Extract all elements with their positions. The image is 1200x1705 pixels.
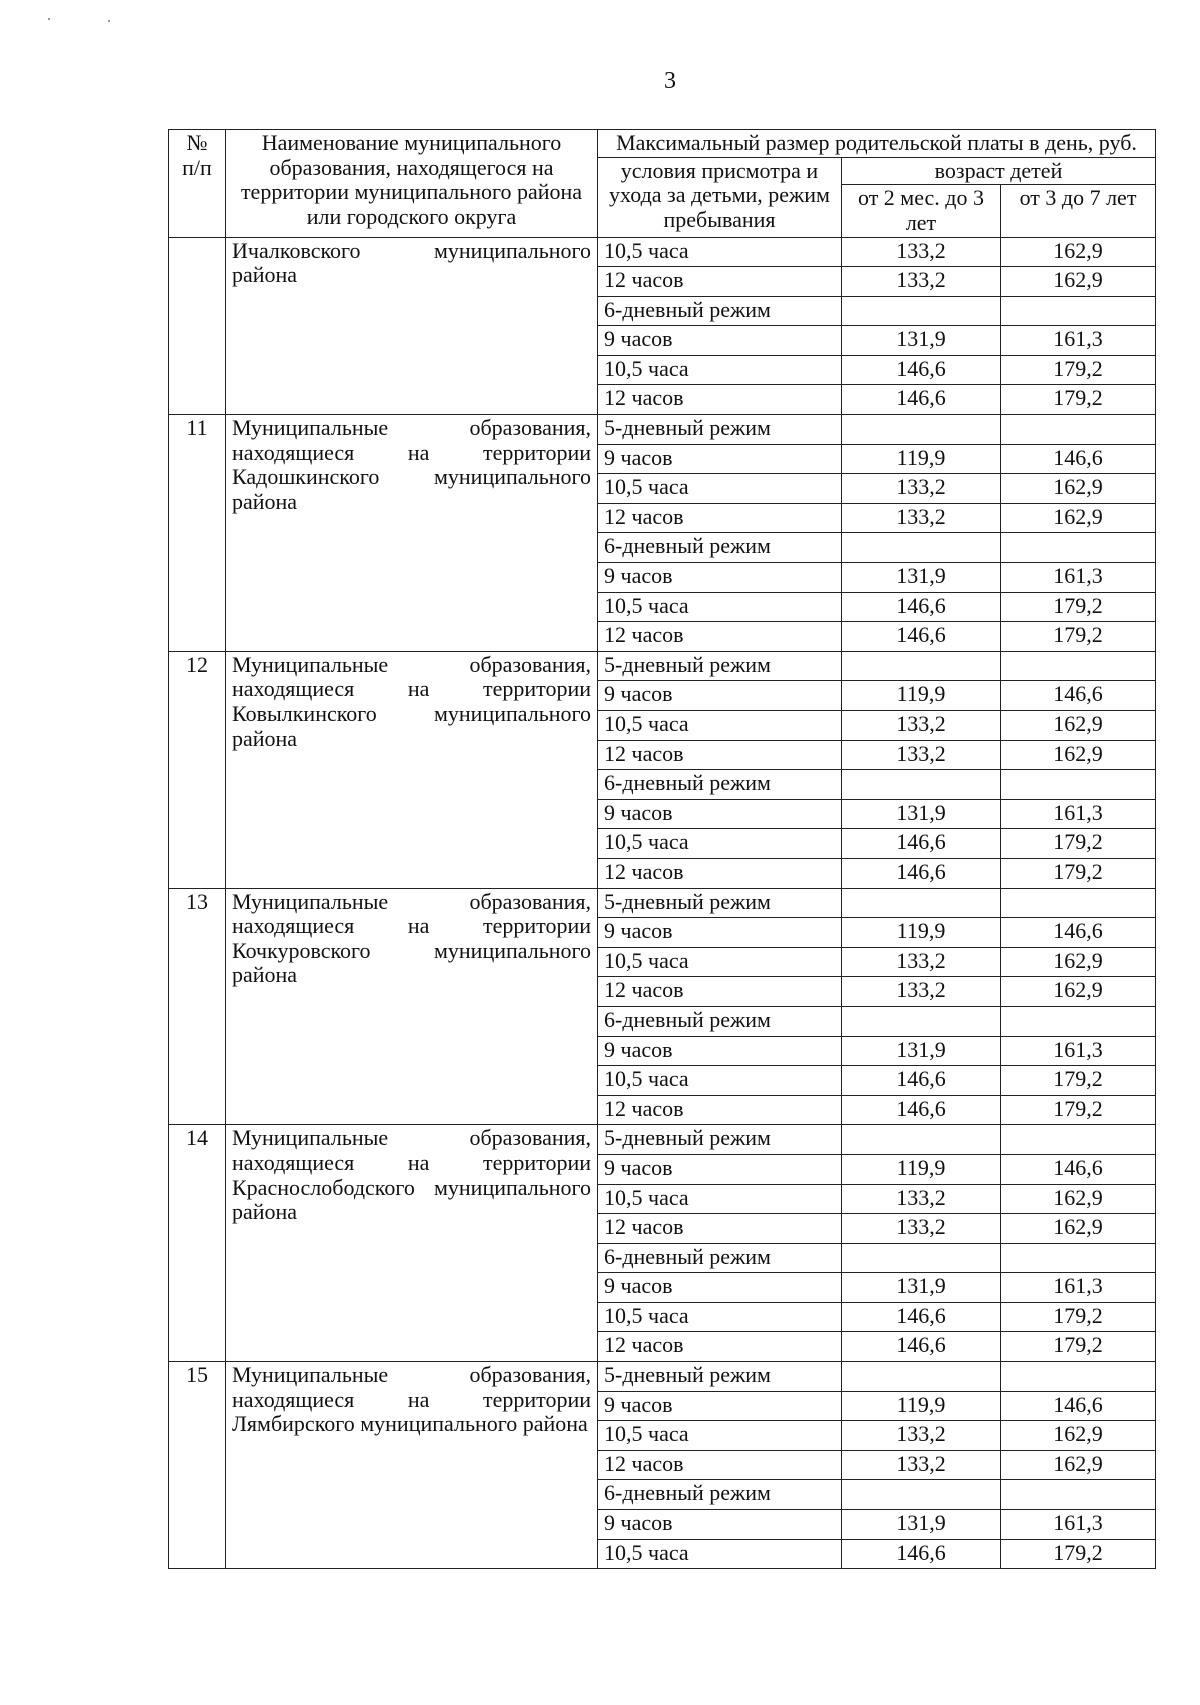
header-conditions: условия присмотра и ухода за детьми, режим пребывания [598, 157, 842, 237]
fee-age-2m-3y: 133,2 [842, 1214, 1001, 1244]
condition-cell: 5-дневный режим [598, 1125, 842, 1155]
condition-cell: 10,5 часа [598, 829, 842, 859]
fee-age-2m-3y: 119,9 [842, 1154, 1001, 1184]
condition-cell: 9 часов [598, 326, 842, 356]
fee-age-3y-7y: 179,2 [1001, 1095, 1156, 1125]
row-number: 11 [169, 415, 226, 652]
fee-age-2m-3y [842, 651, 1001, 681]
condition-cell: 9 часов [598, 1510, 842, 1540]
condition-cell: 5-дневный режим [598, 1362, 842, 1392]
scan-speck [48, 18, 50, 20]
fee-age-3y-7y: 146,6 [1001, 918, 1156, 948]
condition-cell: 12 часов [598, 267, 842, 297]
fee-age-2m-3y: 131,9 [842, 1036, 1001, 1066]
fee-age-2m-3y: 146,6 [842, 592, 1001, 622]
fee-age-3y-7y: 161,3 [1001, 1273, 1156, 1303]
fee-age-3y-7y: 161,3 [1001, 1036, 1156, 1066]
condition-cell: 6-дневный режим [598, 1480, 842, 1510]
fee-age-2m-3y [842, 1125, 1001, 1155]
fee-age-2m-3y: 133,2 [842, 1450, 1001, 1480]
fee-age-3y-7y: 161,3 [1001, 563, 1156, 593]
condition-cell: 12 часов [598, 1214, 842, 1244]
fee-age-2m-3y [842, 770, 1001, 800]
header-age-3y-7y: от 3 до 7 лет [1001, 185, 1156, 237]
condition-cell: 12 часов [598, 1450, 842, 1480]
municipality-name: Муниципальные образования, находящиеся на территории Кадошкинского муниципального района [226, 415, 598, 652]
condition-cell: 12 часов [598, 385, 842, 415]
fee-age-2m-3y [842, 1006, 1001, 1036]
condition-cell: 10,5 часа [598, 1184, 842, 1214]
header-municipality: Наименование муниципального образования, находящегося на территории муниципального района или городского округа [226, 130, 598, 238]
row-number: 12 [169, 651, 226, 888]
fee-age-3y-7y [1001, 415, 1156, 445]
table-row [169, 237, 1156, 267]
fee-age-2m-3y [842, 533, 1001, 563]
condition-cell: 10,5 часа [598, 1421, 842, 1451]
page-number: 3 [664, 68, 676, 94]
fee-age-3y-7y: 162,9 [1001, 1450, 1156, 1480]
fee-age-2m-3y: 146,6 [842, 1332, 1001, 1362]
fee-age-2m-3y [842, 1243, 1001, 1273]
fee-age-3y-7y [1001, 296, 1156, 326]
condition-cell: 10,5 часа [598, 237, 842, 267]
fee-age-2m-3y [842, 415, 1001, 445]
fee-age-3y-7y: 162,9 [1001, 503, 1156, 533]
fee-age-3y-7y: 162,9 [1001, 711, 1156, 741]
fee-age-2m-3y [842, 1480, 1001, 1510]
condition-cell: 9 часов [598, 1036, 842, 1066]
condition-cell: 12 часов [598, 977, 842, 1007]
fee-age-3y-7y [1001, 1362, 1156, 1392]
fee-age-2m-3y: 133,2 [842, 474, 1001, 504]
fee-age-2m-3y: 133,2 [842, 267, 1001, 297]
fee-age-2m-3y: 131,9 [842, 1510, 1001, 1540]
fee-age-2m-3y [842, 296, 1001, 326]
fee-age-3y-7y: 179,2 [1001, 1066, 1156, 1096]
condition-cell: 10,5 часа [598, 1302, 842, 1332]
fee-age-3y-7y [1001, 1006, 1156, 1036]
fee-age-2m-3y: 146,6 [842, 355, 1001, 385]
fee-age-3y-7y [1001, 888, 1156, 918]
condition-cell: 6-дневный режим [598, 296, 842, 326]
municipality-name: Муниципальные образования, находящиеся на территории Лямбирского муниципального района [226, 1362, 598, 1569]
fee-age-3y-7y: 162,9 [1001, 267, 1156, 297]
condition-cell: 10,5 часа [598, 711, 842, 741]
fee-age-2m-3y: 146,6 [842, 385, 1001, 415]
municipality-name: Муниципальные образования, находящиеся на территории Ковылкинского муниципального района [226, 651, 598, 888]
condition-cell: 6-дневный режим [598, 1006, 842, 1036]
municipality-name: Ичалковского муниципального района [226, 237, 598, 415]
row-number: 14 [169, 1125, 226, 1362]
fee-age-3y-7y [1001, 1243, 1156, 1273]
condition-cell: 10,5 часа [598, 474, 842, 504]
fee-age-3y-7y: 162,9 [1001, 947, 1156, 977]
fee-age-2m-3y: 146,6 [842, 1302, 1001, 1332]
condition-cell: 9 часов [598, 1273, 842, 1303]
fee-age-2m-3y [842, 1362, 1001, 1392]
table-row [169, 1125, 1156, 1155]
table-header [169, 130, 1156, 238]
condition-cell: 10,5 часа [598, 947, 842, 977]
fee-age-2m-3y: 131,9 [842, 326, 1001, 356]
fee-age-3y-7y [1001, 770, 1156, 800]
fee-age-2m-3y: 146,6 [842, 1539, 1001, 1569]
municipality-name: Муниципальные образования, находящиеся на территории Кочкуровского муниципального района [226, 888, 598, 1125]
condition-cell: 6-дневный режим [598, 533, 842, 563]
fee-age-3y-7y: 162,9 [1001, 237, 1156, 267]
condition-cell: 12 часов [598, 1095, 842, 1125]
fee-age-2m-3y: 131,9 [842, 563, 1001, 593]
header-age: возраст детей [842, 157, 1156, 185]
fee-age-2m-3y: 133,2 [842, 977, 1001, 1007]
fee-age-2m-3y: 146,6 [842, 1095, 1001, 1125]
condition-cell: 5-дневный режим [598, 651, 842, 681]
fee-age-2m-3y: 146,6 [842, 622, 1001, 652]
condition-cell: 10,5 часа [598, 1539, 842, 1569]
row-number: 15 [169, 1362, 226, 1569]
condition-cell: 12 часов [598, 858, 842, 888]
fee-age-3y-7y [1001, 533, 1156, 563]
fee-age-3y-7y: 161,3 [1001, 1510, 1156, 1540]
fee-age-3y-7y: 179,2 [1001, 1539, 1156, 1569]
fee-age-3y-7y [1001, 1480, 1156, 1510]
scan-speck [108, 20, 110, 22]
condition-cell: 9 часов [598, 444, 842, 474]
condition-cell: 12 часов [598, 622, 842, 652]
header-number: № п/п [169, 130, 226, 238]
fee-age-3y-7y: 162,9 [1001, 1214, 1156, 1244]
fee-age-2m-3y: 119,9 [842, 681, 1001, 711]
fee-age-2m-3y: 119,9 [842, 1391, 1001, 1421]
fee-age-2m-3y: 119,9 [842, 444, 1001, 474]
condition-cell: 5-дневный режим [598, 415, 842, 445]
parental-fee-table [168, 129, 1156, 1569]
condition-cell: 9 часов [598, 563, 842, 593]
fee-age-3y-7y: 179,2 [1001, 385, 1156, 415]
fee-age-3y-7y: 179,2 [1001, 829, 1156, 859]
condition-cell: 12 часов [598, 503, 842, 533]
table-body [169, 237, 1156, 1569]
fee-age-2m-3y: 133,2 [842, 237, 1001, 267]
fee-age-3y-7y: 162,9 [1001, 977, 1156, 1007]
fee-age-2m-3y: 131,9 [842, 1273, 1001, 1303]
header-max-fee: Максимальный размер родительской платы в день, руб. [598, 130, 1156, 158]
table-row [169, 651, 1156, 681]
row-number: 13 [169, 888, 226, 1125]
fee-age-3y-7y: 179,2 [1001, 858, 1156, 888]
fee-age-2m-3y: 133,2 [842, 711, 1001, 741]
condition-cell: 6-дневный режим [598, 1243, 842, 1273]
condition-cell: 9 часов [598, 918, 842, 948]
condition-cell: 12 часов [598, 1332, 842, 1362]
fee-age-3y-7y: 162,9 [1001, 1184, 1156, 1214]
fee-age-2m-3y: 133,2 [842, 1184, 1001, 1214]
fee-age-2m-3y [842, 888, 1001, 918]
header-age-2m-3y: от 2 мес. до 3 лет [842, 185, 1001, 237]
condition-cell: 10,5 часа [598, 1066, 842, 1096]
fee-age-3y-7y: 179,2 [1001, 1302, 1156, 1332]
fee-age-3y-7y: 146,6 [1001, 444, 1156, 474]
fee-age-3y-7y: 179,2 [1001, 355, 1156, 385]
condition-cell: 9 часов [598, 1154, 842, 1184]
fee-age-2m-3y: 146,6 [842, 858, 1001, 888]
condition-cell: 12 часов [598, 740, 842, 770]
table-row [169, 888, 1156, 918]
table-row [169, 1362, 1156, 1392]
condition-cell: 10,5 часа [598, 355, 842, 385]
condition-cell: 9 часов [598, 799, 842, 829]
fee-age-3y-7y: 179,2 [1001, 592, 1156, 622]
fee-age-3y-7y: 146,6 [1001, 681, 1156, 711]
fee-age-2m-3y: 131,9 [842, 799, 1001, 829]
fee-age-3y-7y: 146,6 [1001, 1391, 1156, 1421]
fee-age-2m-3y: 119,9 [842, 918, 1001, 948]
fee-age-3y-7y [1001, 1125, 1156, 1155]
condition-cell: 9 часов [598, 681, 842, 711]
fee-age-3y-7y: 162,9 [1001, 740, 1156, 770]
fee-age-3y-7y: 179,2 [1001, 1332, 1156, 1362]
fee-age-2m-3y: 146,6 [842, 1066, 1001, 1096]
fee-age-3y-7y: 179,2 [1001, 622, 1156, 652]
fee-age-2m-3y: 133,2 [842, 1421, 1001, 1451]
row-number [169, 237, 226, 415]
fee-age-3y-7y [1001, 651, 1156, 681]
fee-age-2m-3y: 133,2 [842, 740, 1001, 770]
fee-age-2m-3y: 146,6 [842, 829, 1001, 859]
fee-age-3y-7y: 161,3 [1001, 799, 1156, 829]
condition-cell: 6-дневный режим [598, 770, 842, 800]
table-row [169, 415, 1156, 445]
condition-cell: 10,5 часа [598, 592, 842, 622]
fee-age-3y-7y: 146,6 [1001, 1154, 1156, 1184]
condition-cell: 5-дневный режим [598, 888, 842, 918]
municipality-name: Муниципальные образования, находящиеся на территории Краснослободского муниципального района [226, 1125, 598, 1362]
fee-age-3y-7y: 162,9 [1001, 1421, 1156, 1451]
condition-cell: 9 часов [598, 1391, 842, 1421]
fee-age-3y-7y: 162,9 [1001, 474, 1156, 504]
fee-age-3y-7y: 161,3 [1001, 326, 1156, 356]
fee-age-2m-3y: 133,2 [842, 503, 1001, 533]
fee-age-2m-3y: 133,2 [842, 947, 1001, 977]
